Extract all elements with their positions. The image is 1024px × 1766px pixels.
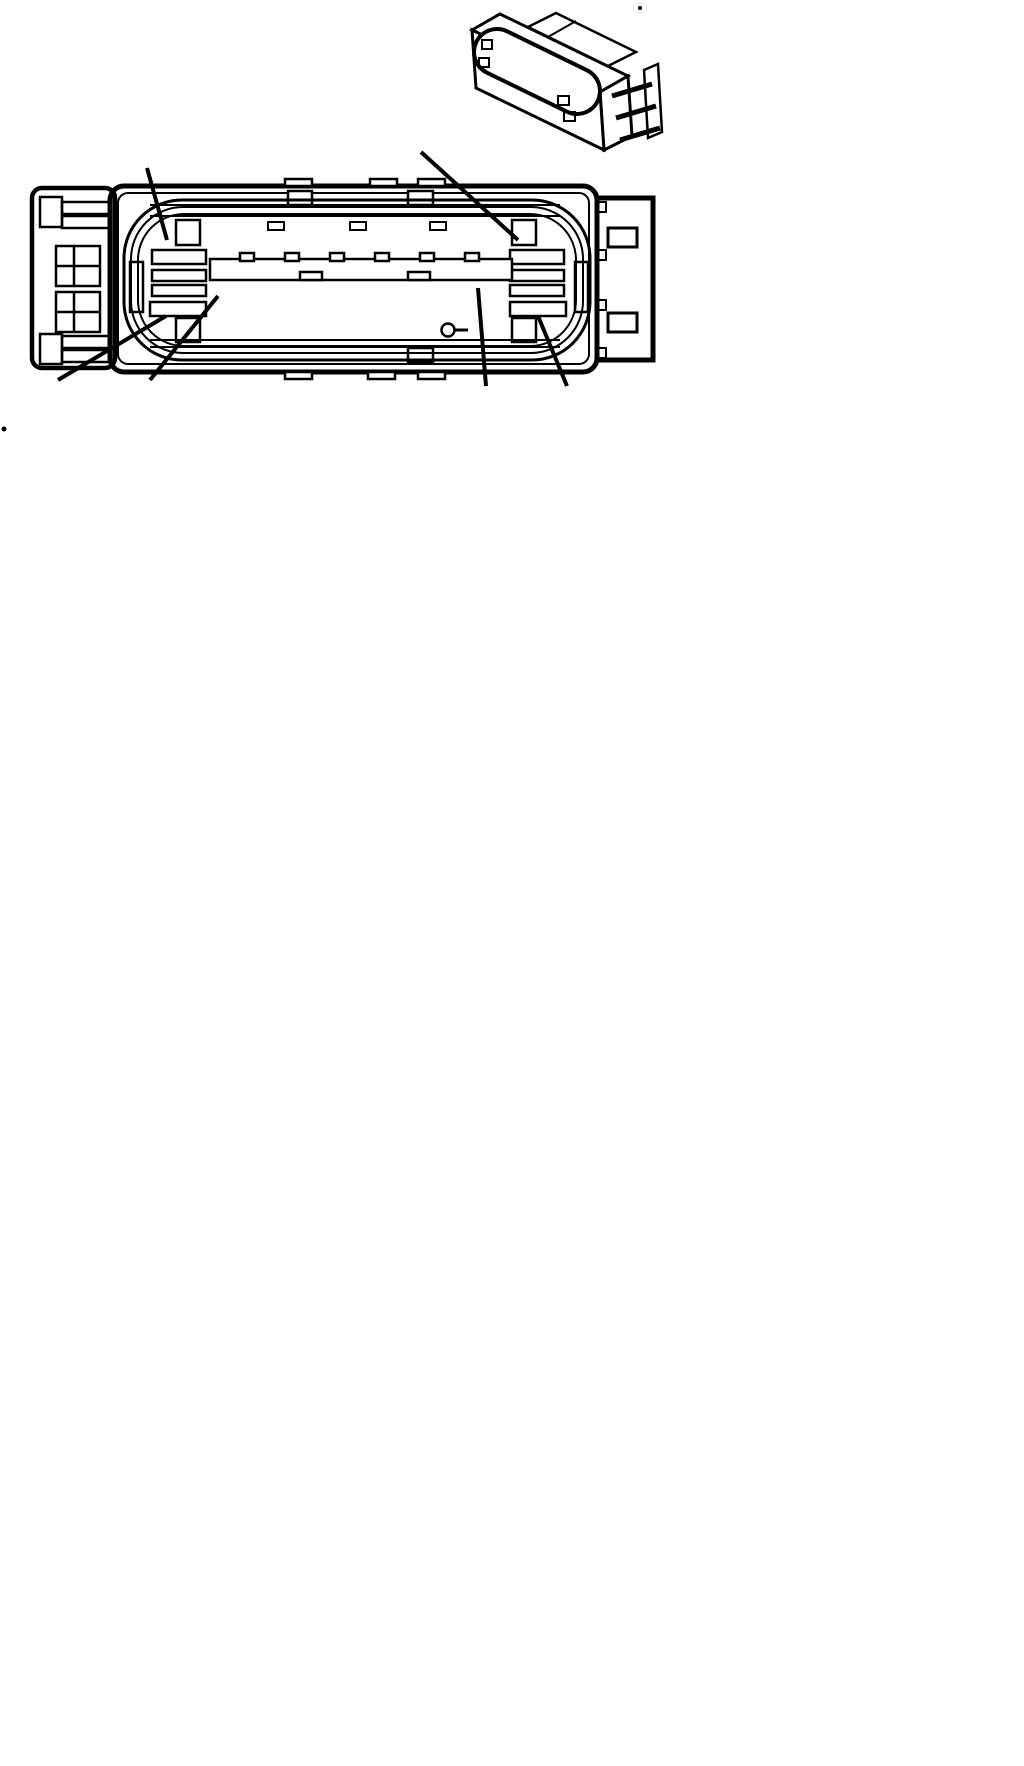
index-marks [268, 222, 446, 230]
connector-diagram-figure [0, 0, 1024, 432]
middle-bar [210, 253, 512, 280]
drain-hole [442, 324, 469, 337]
stray-period-dot [2, 427, 7, 432]
connector-isometric-view [472, 6, 662, 150]
left-bracket [32, 188, 115, 368]
speck-dot [638, 6, 642, 10]
connector-front-view [32, 179, 653, 379]
connector-diagram-svg [0, 0, 1024, 432]
right-bracket [597, 198, 653, 360]
